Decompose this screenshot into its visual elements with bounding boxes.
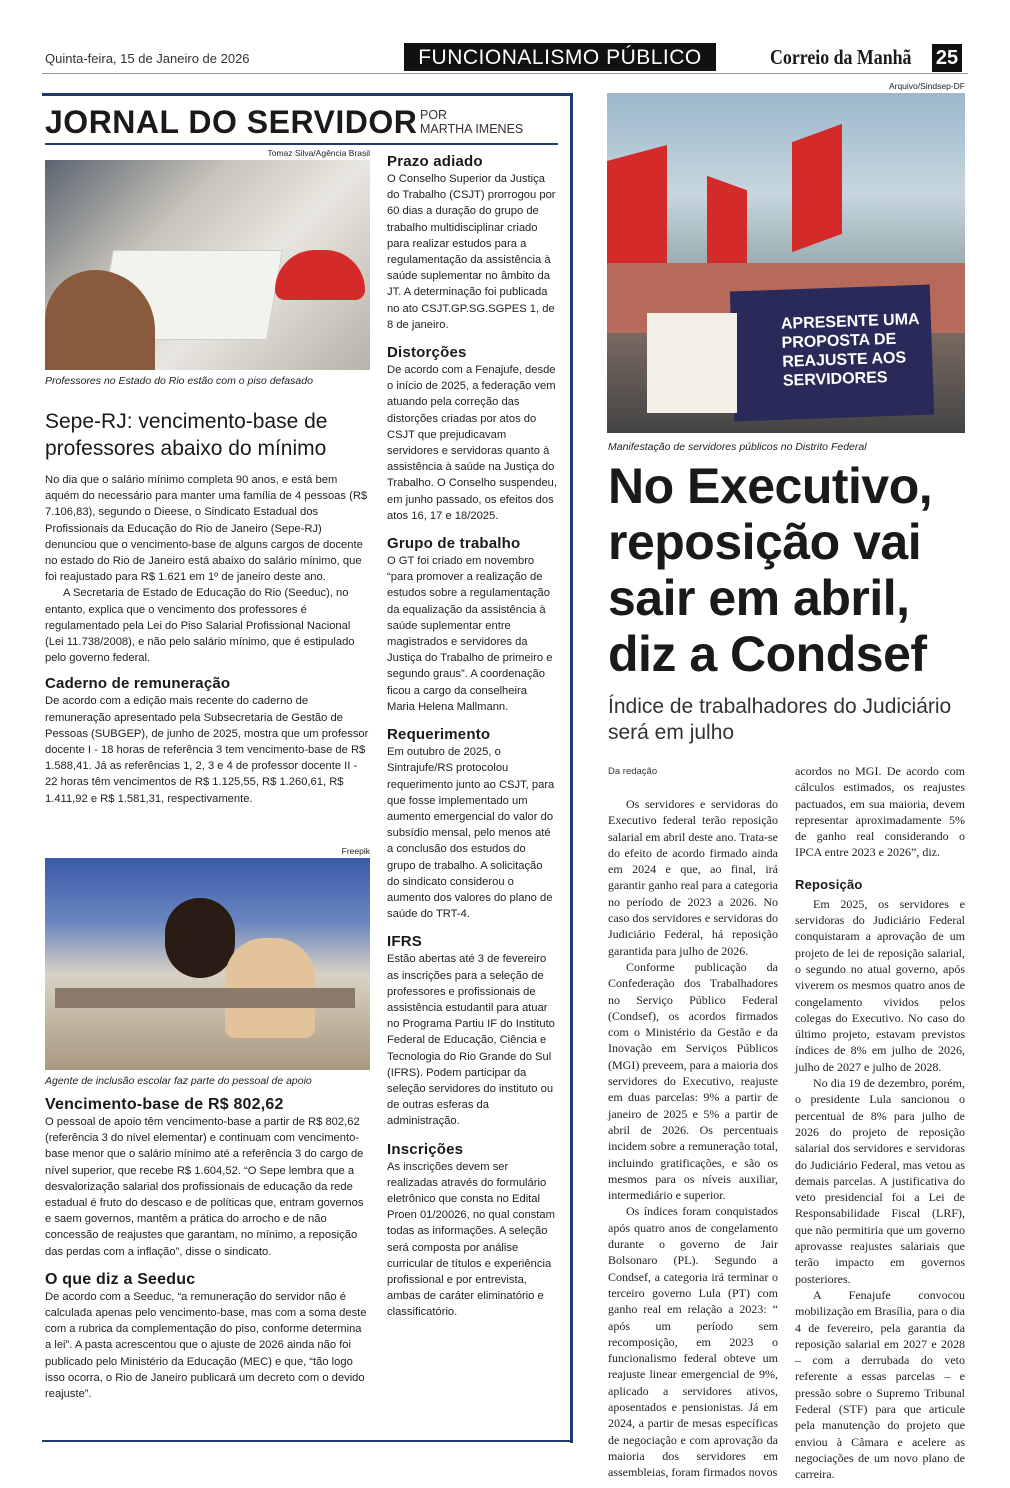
- subheading: Caderno de remuneração: [45, 675, 231, 693]
- column-frame-top: [42, 93, 573, 96]
- photo-inclusion-agent: [45, 858, 370, 1070]
- photo-caption: Professores no Estado do Rio estão com o piso defasado: [45, 375, 313, 387]
- note-title: IFRS: [387, 933, 422, 951]
- article-column-1: [608, 796, 778, 1480]
- subheading: Vencimento-base de R$ 802,62: [45, 1096, 284, 1113]
- photo-caption: Agente de inclusão escolar faz parte do pessoal de apoio: [45, 1075, 312, 1087]
- note-text: De acordo com a Fenajufe, desde o início de 2025, a federação vem atuando pela correção das distorções criadas por atos do CSJT que prejudicavam servidores e servidoras quanto à assistência à saúde na Justiça do Trabalho. O Conselho suspendeu, em junho passado, os efeitos dos atos 16, 17 e 18/2025.: [387, 364, 557, 522]
- byline-author: MARTHA IMENES: [420, 122, 524, 136]
- author: Da redação: [608, 766, 658, 777]
- note-text: Em outubro de 2025, o Sintrajufe/RS protocolou requerimento junto ao CSJT, para que fosse implementado um aumento emergencial do valor do subsídio mensal, pelo menos até a conclusão dos estudos do grupo de trabalho. A solicitação do sindicato considerou o aumento dos valores do plano de saúde do TRT-4.: [387, 746, 555, 921]
- note-title: Grupo de trabalho: [387, 535, 521, 553]
- title-rule: [45, 143, 558, 145]
- page-number: 25: [932, 44, 962, 72]
- note-text: As inscrições devem ser realizadas através do formulário eletrônico que consta no Edital Proen 01/20026, no qual constam todas as informações. A seleção será composta por análise curricular de títulos e experiência profissional e por entrevista, ambas de caráter eliminatório e classificatório.: [387, 1160, 555, 1319]
- protest-banner: APRESENTE UMA PROPOSTA DE REAJUSTE AOS SERVIDORES: [730, 285, 934, 422]
- paragraph: acordos no MGI. De acordo com cálculos estimados, os reajustes pactuados, em sua maioria, devem representar aproximadamente 5% de ganho real considerando o IPCA entre 2023 e 2026”, diz.: [795, 764, 965, 860]
- paragraph: No dia que o salário mínimo completa 90 anos, e está bem aquém do necessário para manter uma família de 4 pessoas (R$ 7.106,83), segundo o Dieese, o Sindicato Estadual dos Profissionais da Educação do Rio de Janeiro (Sepe-RJ) denunciou que o vencimento-base de alguns cargos de docente no estado do Rio de Janeiro está abaixo do salário mínimo, que foi reajustado para R$ 1.621 em 1º de janeiro deste ano.: [45, 474, 368, 584]
- column-title: JORNAL DO SERVIDOR: [45, 104, 418, 140]
- issue-date: Quinta-feira, 15 de Janeiro de 2026: [45, 51, 250, 66]
- note-title: Requerimento: [387, 726, 491, 744]
- paragraph: O pessoal de apoio têm vencimento-base a partir de R$ 802,62 (referência 3 do nível elementar) e continuam com vencimento-base menor que o salário mínimo até a referência 3 do cargo de nível superior, que recebe R$ 1.604,52. “O Sepe lembra que a desvalorização salarial dos profissionais de educação da rede estadual é fruto do descaso e de políticas que, entram governos e saem governos, mantêm a prática do arrocho e de não concessão de reajustes que garantam, no mínimo, a reposição das perdas com a inflação”, disse o sindicato.: [45, 1116, 364, 1258]
- photo-caption: Manifestação de servidores públicos no Distrito Federal: [608, 441, 867, 453]
- paragraph: No dia 19 de dezembro, porém, o presidente Lula sancionou o percentual de 8% para julho de 2026 do projeto de reposição salarial dos servidores e servidoras do Judiciário Federal, mas vetou as demais parcelas. A justificativa do veto presidencial foi a Lei de Responsabilidade Fiscal (LRF), que não permitiria que um governo aprovasse reajustes salariais que terão impacto em governos posteriores.: [795, 1076, 965, 1286]
- photo-classroom: [45, 160, 370, 370]
- article-title: Sepe-RJ: vencimento-base de professores abaixo do mínimo: [45, 410, 328, 460]
- photo-credit: Tomaz Silva/Agência Brasil: [267, 148, 370, 158]
- photo-protest: [607, 93, 965, 433]
- paragraph: De acordo com a edição mais recente do caderno de remuneração apresentado pela Subsecretaria de Gestão de Pessoas (SUBGEP), de junho de 2025, mostra que um professor docente I - 18 horas de referência 3 tem vencimento-base de R$ 1.588,41. Já as referências 1, 2, 3 e 4 de professor docente II - 22 horas têm vencimentos de R$ 1.125,55, R$ 1.260,61, R$ 1.411,92 e R$ 1.581,31, respectivamente.: [45, 695, 369, 805]
- headline: No Executivo, reposição vai sair em abril, diz a Condsef: [608, 458, 933, 682]
- note-title: Prazo adiado: [387, 153, 483, 170]
- paragraph: A Secretaria de Estado de Educação do Rio (Seeduc), no entanto, explica que o vencimento dos professores é regulamentado pela Lei do Piso Salarial Profissional Nacional (Lei 11.738/2008), e não pelo salário mínimo, que é estipulado pelo governo federal.: [45, 587, 355, 665]
- notes-column: [387, 152, 557, 1321]
- byline-prefix: POR: [420, 108, 448, 122]
- column-frame-bottom: [42, 1440, 573, 1442]
- note-title: Distorções: [387, 344, 467, 362]
- column-frame-right: [570, 93, 573, 1443]
- paragraph: Conforme publicação da Confederação dos Trabalhadores no Serviço Público Federal (Condsef), os acordos firmados com o Ministério da Gestão e da Inovação em Serviços Públicos (MGI) preveem, para a maioria dos servidores do Executivo, reajuste em duas parcelas: 9% a partir de janeiro de 2025 e 5% a partir de abril de 2026. Os percentuais incidem sobre a remuneração total, incluindo gratificações, e são os mesmos para os níveis auxiliar, intermediário e superior.: [608, 959, 778, 1203]
- note-text: O GT foi criado em novembro “para promover a realização de estudos sobre a regulamentação da equalização da assistência à saúde suplementar entre magistrados e servidores da Justiça do Trabalho de primeiro e segundo graus”. A coordenação ficou a cargo da conselheira Maria Helena Mallmann.: [387, 555, 553, 713]
- newspaper-logo: Correio da Manhã: [770, 45, 912, 69]
- photo-credit: Freepik: [341, 846, 370, 856]
- note-text: Estão abertas até 3 de fevereiro as inscrições para a seleção de professores e profissionais de assistência estudantil para atuar no Programa Partiu IF do Instituto Federal de Educação, Ciência e Tecnologia do Rio Grande do Sul (IFRS). Podem participar da seleção servidores do instituto ou de outras esferas da administração.: [387, 953, 555, 1128]
- subheading: Reposição: [795, 876, 863, 892]
- subheadline: Índice de trabalhadores do Judiciário será em julho: [608, 695, 952, 744]
- note-text: O Conselho Superior da Justiça do Trabalho (CSJT) prorrogou por 60 dias a duração do grupo de trabalho multidisciplinar criado para realizar estudos para a regulamentação da assistência à saúde suplementar no âmbito da JT. A determinação foi publicada no ato CSJT.GP.SG.SGPES 1, de 8 de janeiro.: [387, 173, 556, 331]
- section-title: FUNCIONALISMO PÚBLICO: [404, 43, 716, 71]
- article-column-2: [795, 763, 965, 1482]
- paragraph: De acordo com a Seeduc, “a remuneração do servidor não é calculada apenas pelo vencimento-base, mas com a soma deste com a rubrica da complementação do piso, conforme determina a lei”. A pasta acrescentou que o ajuste de 2026 ainda não foi publicado pelo Ministério da Educação (MEC) e que, “tão logo isso ocorra, o Rio de Janeiro publicará um decreto com o devido reajuste”.: [45, 1290, 367, 1401]
- lead-article: [45, 408, 370, 807]
- subheading: O que diz a Seeduc: [45, 1270, 196, 1288]
- note-title: Inscrições: [387, 1140, 464, 1158]
- paragraph: Os servidores e servidoras do Executivo federal terão reposição salarial em abril deste ano. Trata-se do efeito de acordo firmado ainda em 2024 e que, ao final, irá garantir ganho real para a categoria no período de 2023 a 2026. No caso dos servidores e servidoras do Judiciário Federal, há reposição garantida para julho de 2026.: [608, 797, 778, 958]
- byline: [420, 108, 523, 136]
- paragraph: Os índices foram conquistados após quatro anos de congelamento durante o governo de Jair Bolsonaro (PL). Segundo a Condsef, a categoria irá terminar o terceiro governo Lula (PT) com ganho real em relação a 2023: “ após um período sem recomposição, em 2023 o funcionalismo federal obteve um reajuste linear emergencial de 9%, aplicado a servidores ativos, aposentados e pensionistas. Já em 2024, a partir de mesas específicas de negociação e com aprovação da maioria dos servidores em assembleias, foram firmados novos: [608, 1204, 778, 1480]
- photo-credit: Arquivo/Sindsep-DF: [888, 81, 965, 91]
- paragraph: Em 2025, os servidores e servidoras do Judiciário Federal conquistaram a aprovação de um projeto de lei de reposição salarial, o segundo no atual governo, após viverem os mesmos quatro anos de congelamento vividos pelos colegas do Executivo. No caso do último projeto, estavam previstos índices de 8% em julho de 2026, julho de 2027 e julho de 2028.: [795, 896, 965, 1074]
- secondary-article: [45, 1095, 370, 1402]
- header-divider: [42, 73, 968, 74]
- paragraph: A Fenajufe convocou mobilização em Brasília, para o dia 4 de fevereiro, pela garantia da reposição salarial em 2027 e 2028 – com a derrubada do veto referente a essas parcelas – e pressão sobre o Supremo Tribunal Federal (STF) para que articule pela manutenção do projeto que enviou à Câmara e acelere as negociações de um novo plano de carreira.: [795, 1287, 965, 1482]
